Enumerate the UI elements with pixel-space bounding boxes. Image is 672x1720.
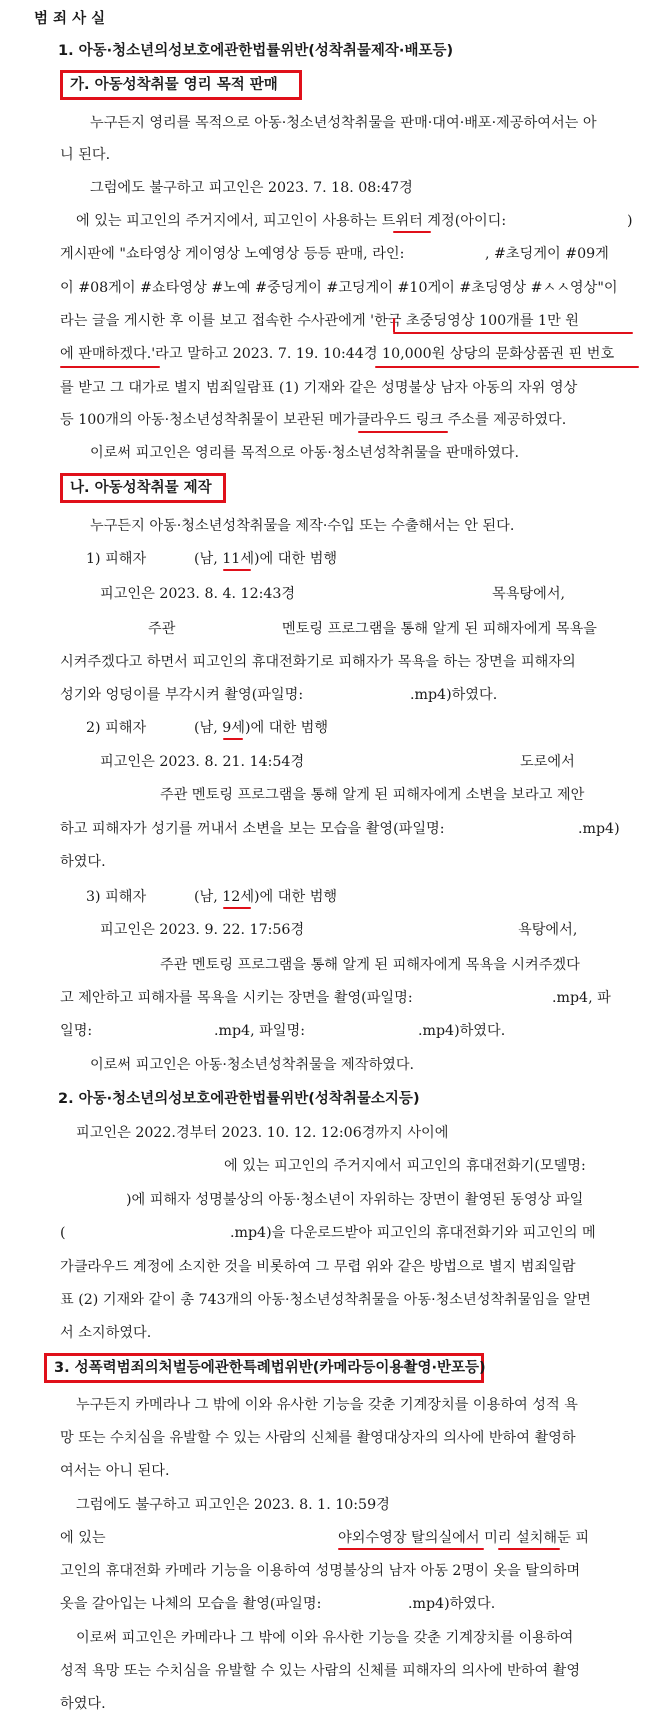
section2-line: .mp4)을 다운로드받아 피고인의 휴대전화기와 피고인의 메 xyxy=(230,1225,596,1241)
underline-age-12 xyxy=(223,907,251,909)
section3-line: 옷을 갈아입는 나체의 모습을 촬영(파일명: xyxy=(60,1596,322,1612)
underline-age-9 xyxy=(223,738,243,740)
part-b-line: 피고인은 2023. 8. 21. 14:54경 xyxy=(100,754,305,770)
section2-line-fragment: ( xyxy=(60,1225,66,1241)
part-a-title: 가. 아동성착취물 영리 목적 판매 xyxy=(70,77,278,93)
part-a-line: 에 판매하겠다.'라고 말하고 2023. 7. 19. 10:44경 10,000원 상당의 문화상품권 핀 번호 xyxy=(60,346,615,362)
part-b-line-fragment: 멘토링 프로그램을 통해 알게 된 피해자에게 목욕을 xyxy=(282,621,597,637)
section2-line: 가클라우드 계정에 소지한 것을 비롯하여 그 무렵 위와 같은 방법으로 별지 범죄일람 xyxy=(60,1259,576,1275)
underline-pre-installed xyxy=(498,1548,560,1550)
section2-heading: 2. 아동·청소년의성보호에관한법률위반(성착취물소지등) xyxy=(58,1091,420,1107)
section3-line: 이로써 피고인은 카메라나 그 밖에 이와 유사한 기능을 갖춘 기계장치를 이용하여 xyxy=(76,1630,574,1646)
section3-line: 성적 욕망 또는 수치심을 유발할 수 있는 사람의 신체를 피해자의 의사에 반하여 촬영 xyxy=(60,1663,581,1679)
section3-line-fragment: .mp4)하였다. xyxy=(408,1596,496,1612)
part-b-title: 나. 아동성착취물 제작 xyxy=(70,480,212,496)
underline-mega-cloud xyxy=(358,431,448,433)
part-b-line-fragment: (남, 9세)에 대한 범행 xyxy=(194,720,329,736)
part-b-line-fragment: .mp4)하였다. xyxy=(418,1023,506,1039)
part-b-line-fragment: 욕탕에서, xyxy=(518,922,578,938)
part-a-line: 이로써 피고인은 영리를 목적으로 아동·청소년성착취물을 판매하였다. xyxy=(90,445,520,461)
part-b-line: 하였다. xyxy=(60,854,106,870)
part-b-line: 이로써 피고인은 아동·청소년성착취물을 제작하였다. xyxy=(90,1057,415,1073)
part-b-line: 하고 피해자가 성기를 꺼내서 소변을 보는 모습을 촬영(파일명: xyxy=(60,821,445,837)
section1-heading: 1. 아동·청소년의성보호에관한법률위반(성착취물제작·배포등) xyxy=(58,43,454,59)
underline-sale-offer xyxy=(393,332,633,334)
part-b-line: 고 제안하고 피해자를 목욕을 시키는 장면을 촬영(파일명: xyxy=(60,990,413,1006)
part-a-line: 누구든지 영리를 목적으로 아동·청소년성착취물을 판매·대여·배포·제공하여서는 아 xyxy=(90,115,597,131)
part-a-line-fragment: , #초딩게이 #09게 xyxy=(485,246,609,262)
part-a-line-fragment: ) xyxy=(627,213,633,229)
part-b-line: 누구든지 아동·청소년성착취물을 제작·수입 또는 수출해서는 안 된다. xyxy=(90,518,515,534)
section3-line: 그럼에도 불구하고 피고인은 2023. 8. 1. 10:59경 xyxy=(76,1497,390,1513)
part-b-line: 2) 피해자 xyxy=(86,720,147,736)
section3-heading: 3. 성폭력범죄의처벌등에관한특례법위반(카메라등이용촬영·반포등) xyxy=(54,1360,486,1376)
section2-line: 표 (2) 기재와 같이 총 743개의 아동·청소년성착취물을 아동·청소년성착취물임을 알면 xyxy=(60,1292,591,1308)
part-a-line: 그럼에도 불구하고 피고인은 2023. 7. 18. 08:47경 xyxy=(90,180,413,196)
part-a-line: 를 받고 그 대가로 별지 범죄일람표 (1) 기재와 같은 성명불상 남자 아동의 자위 영상 xyxy=(60,380,578,396)
section3-line: 고인의 휴대전화 카메라 기능을 이용하여 성명불상의 남자 아동 2명이 옷을 탈의하며 xyxy=(60,1563,581,1579)
part-b-line-fragment: 목욕탕에서, xyxy=(492,586,566,602)
part-b-line: 시켜주겠다고 하면서 피고인의 휴대전화기로 피해자가 목욕을 하는 장면을 피해자의 xyxy=(60,654,576,670)
part-b-line-fragment: 도로에서 xyxy=(520,754,575,770)
part-b-line: 1) 피해자 xyxy=(86,551,147,567)
part-a-line: 에 있는 피고인의 주거지에서, 피고인이 사용하는 트위터 계정(아이디: xyxy=(76,213,507,229)
underline-twitter xyxy=(393,231,431,233)
underline-hook xyxy=(393,318,395,332)
section3-line: 누구든지 카메라나 그 밖에 이와 유사한 기능을 갖춘 기계장치를 이용하여 성적 욕 xyxy=(76,1397,578,1413)
part-a-line: 니 된다. xyxy=(60,147,111,163)
part-b-line: 성기와 엉덩이를 부각시켜 촬영(파일명: xyxy=(60,687,304,703)
part-b-line-fragment: .mp4, 파 xyxy=(552,990,611,1006)
section2-line: 에 있는 피고인의 주거지에서 피고인의 휴대전화기(모델명: xyxy=(224,1158,586,1174)
section3-line: 망 또는 수치심을 유발할 수 있는 사람의 신체를 촬영대상자의 의사에 반하여 촬영하 xyxy=(60,1430,576,1446)
part-b-line: 주관 멘토링 프로그램을 통해 알게 된 피해자에게 목욕을 시켜주겠다 xyxy=(160,957,580,973)
underline-age-11 xyxy=(223,569,251,571)
part-b-line-fragment: .mp4)하였다. xyxy=(410,687,498,703)
part-b-line: 주관 멘토링 프로그램을 통해 알게 된 피해자에게 소변을 보라고 제안 xyxy=(160,787,585,803)
section2-line: 서 소지하였다. xyxy=(60,1325,152,1341)
part-b-line-fragment: .mp4, 파일명: xyxy=(214,1023,305,1039)
section3-line: 하였다. xyxy=(60,1696,106,1712)
part-b-line: 피고인은 2023. 9. 22. 17:56경 xyxy=(100,922,305,938)
section3-line: 여서는 아니 된다. xyxy=(60,1463,170,1479)
part-a-line: 등 100개의 아동·청소년성착취물이 보관된 메가클라우드 링크 주소를 제공하였다. xyxy=(60,412,567,428)
underline-gift-card xyxy=(375,366,639,368)
part-a-line: 게시판에 "쇼타영상 게이영상 노예영상 등등 판매, 라인: xyxy=(60,246,405,262)
section2-line: 피고인은 2022.경부터 2023. 10. 12. 12:06경까지 사이에 xyxy=(76,1125,449,1141)
page-title: 범 죄 사 실 xyxy=(34,11,106,27)
underline-outdoor-pool-locker xyxy=(338,1548,484,1550)
part-b-line: 3) 피해자 xyxy=(86,889,147,905)
section3-line: 야외수영장 탈의실에서 미리 설치해둔 피 xyxy=(338,1530,590,1546)
part-b-line: 일명: xyxy=(60,1023,93,1039)
part-b-line-fragment: (남, 12세)에 대한 범행 xyxy=(194,889,338,905)
underline-sale-offer-cont xyxy=(60,366,160,368)
section2-line: )에 피해자 성명불상의 아동·청소년이 자위하는 장면이 촬영된 동영상 파일 xyxy=(126,1192,584,1208)
part-b-line-fragment: .mp4) xyxy=(578,821,620,837)
section3-line-fragment: 에 있는 xyxy=(60,1530,106,1546)
part-a-line: 라는 글을 게시한 후 이를 보고 접속한 수사관에게 '한국 초중딩영상 100개를 1만 원 xyxy=(60,313,579,329)
part-b-line-fragment: (남, 11세)에 대한 범행 xyxy=(194,551,338,567)
part-b-line: 피고인은 2023. 8. 4. 12:43경 xyxy=(100,586,296,602)
part-b-line: 주관 xyxy=(148,621,176,637)
part-a-line: 이 #08게이 #쇼타영상 #노예 #중딩게이 #고딩게이 #10게이 #초딩영상 #ㅅㅅ영상"이 xyxy=(60,280,618,296)
